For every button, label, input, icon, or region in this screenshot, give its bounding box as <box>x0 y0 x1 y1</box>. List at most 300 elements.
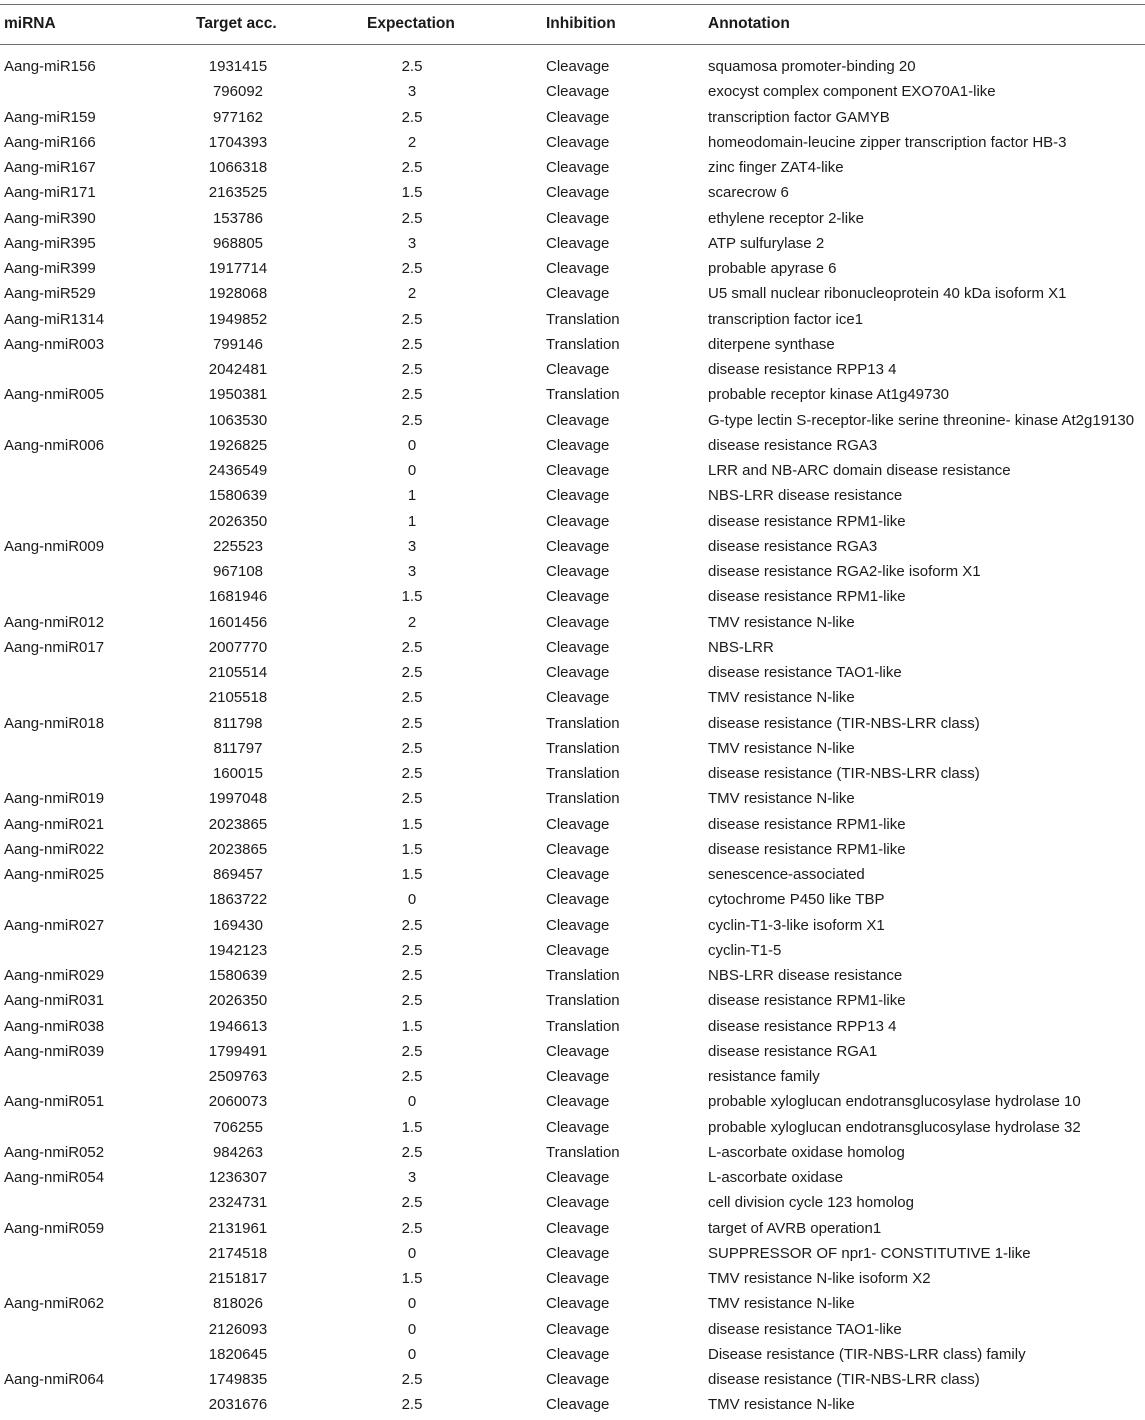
cell-inhibition: Cleavage <box>546 613 610 631</box>
cell-mirna: Aang-nmiR019 <box>4 790 105 808</box>
table-row <box>0 283 1145 308</box>
cell-inhibition: Cleavage <box>546 133 610 151</box>
table-row <box>0 107 1145 132</box>
cell-inhibition: Translation <box>546 386 620 404</box>
cell-inhibition: Cleavage <box>546 1118 610 1136</box>
cell-annotation: disease resistance (TIR-NBS-LRR class) <box>708 1371 980 1388</box>
cell-mirna: Aang-nmiR059 <box>4 1219 105 1237</box>
cell-inhibition: Cleavage <box>546 209 610 227</box>
cell-target-acc: 1949852 <box>208 310 268 328</box>
table-row <box>0 208 1145 233</box>
table-row <box>0 738 1145 763</box>
cell-target-acc: 2151817 <box>208 1270 268 1287</box>
cell-annotation: disease resistance RGA2-like isoform X1 <box>708 563 981 580</box>
cell-target-acc: 1863722 <box>208 891 268 909</box>
table-row <box>0 1369 1145 1394</box>
cell-inhibition: Translation <box>546 1017 620 1035</box>
cell-inhibition: Cleavage <box>546 840 610 858</box>
cell-expectation: 0 <box>407 462 417 479</box>
cell-annotation: TMV resistance N-like <box>708 739 855 757</box>
cell-target-acc: 2174518 <box>208 1244 268 1262</box>
cell-expectation: 1 <box>407 487 417 505</box>
table-row <box>0 258 1145 283</box>
cell-target-acc: 968805 <box>212 234 264 252</box>
cell-target-acc: 2131961 <box>208 1219 268 1237</box>
cell-target-acc: 1946613 <box>208 1017 268 1035</box>
cell-target-acc: 818026 <box>212 1295 264 1313</box>
cell-annotation: L-ascorbate oxidase <box>708 1169 844 1186</box>
cell-inhibition: Cleavage <box>546 1396 610 1414</box>
cell-target-acc: 811798 <box>213 714 263 732</box>
cell-expectation: 2.5 <box>401 1042 423 1060</box>
cell-expectation: 2.5 <box>401 739 423 757</box>
cell-expectation: 1.5 <box>401 866 423 883</box>
cell-mirna: Aang-nmiR018 <box>4 714 105 732</box>
cell-expectation: 2.5 <box>401 1068 423 1085</box>
cell-annotation: TMV resistance N-like <box>708 790 855 808</box>
cell-target-acc: 796092 <box>212 83 264 101</box>
cell-annotation: probable xyloglucan endotransglucosylase hydrolase 32 <box>708 1118 1081 1136</box>
table-body <box>0 56 1145 1420</box>
cell-mirna: Aang-nmiR051 <box>4 1093 105 1111</box>
cell-expectation: 0 <box>407 1345 417 1363</box>
cell-inhibition: Cleavage <box>546 916 610 934</box>
cell-mirna: Aang-nmiR025 <box>4 866 105 883</box>
cell-annotation: disease resistance RPP13 4 <box>708 1017 897 1035</box>
cell-inhibition: Translation <box>546 765 620 782</box>
cell-mirna: Aang-nmiR054 <box>4 1169 105 1186</box>
table-row <box>0 1268 1145 1293</box>
cell-target-acc: 2026350 <box>208 512 268 530</box>
cell-mirna: Aang-miR156 <box>4 58 96 75</box>
cell-inhibition: Cleavage <box>546 83 610 101</box>
cell-expectation: 3 <box>407 83 417 101</box>
cell-annotation: zinc finger ZAT4-like <box>708 159 844 176</box>
cell-target-acc: 2007770 <box>208 638 268 656</box>
cell-annotation: disease resistance RPM1-like <box>708 512 906 530</box>
cell-annotation: disease resistance RPM1-like <box>708 588 906 606</box>
cell-inhibition: Translation <box>546 1143 620 1161</box>
table-row <box>0 990 1145 1015</box>
cell-mirna: Aang-miR399 <box>4 260 96 277</box>
cell-inhibition: Cleavage <box>546 1270 610 1287</box>
cell-expectation: 3 <box>407 234 417 252</box>
cell-expectation: 2.5 <box>401 790 423 808</box>
table-row <box>0 586 1145 611</box>
cell-annotation: disease resistance TAO1-like <box>708 1320 902 1338</box>
table-row <box>0 915 1145 940</box>
table-row <box>0 1016 1145 1041</box>
cell-target-acc: 2023865 <box>208 815 268 833</box>
table-row <box>0 384 1145 409</box>
cell-target-acc: 1942123 <box>208 941 268 959</box>
cell-annotation: cell division cycle 123 homolog <box>708 1194 914 1212</box>
cell-expectation: 1.5 <box>401 1017 423 1035</box>
cell-annotation: probable receptor kinase At1g49730 <box>708 386 950 404</box>
cell-inhibition: Translation <box>546 992 620 1010</box>
cell-expectation: 2.5 <box>401 941 423 959</box>
cell-expectation: 2.5 <box>401 209 423 227</box>
column-header-expectation: Expectation <box>367 15 455 32</box>
table-row <box>0 182 1145 207</box>
cell-expectation: 2.5 <box>401 689 423 707</box>
cell-inhibition: Cleavage <box>546 234 610 252</box>
cell-expectation: 2.5 <box>401 411 423 429</box>
cell-expectation: 2.5 <box>401 765 423 782</box>
cell-inhibition: Cleavage <box>546 361 610 378</box>
table-row <box>0 687 1145 712</box>
cell-target-acc: 1236307 <box>208 1169 268 1186</box>
cell-inhibition: Translation <box>546 739 620 757</box>
table-row <box>0 889 1145 914</box>
cell-target-acc: 2031676 <box>208 1396 268 1414</box>
cell-annotation: disease resistance (TIR-NBS-LRR class) <box>708 765 980 782</box>
table-row <box>0 1243 1145 1268</box>
cell-inhibition: Cleavage <box>546 941 610 959</box>
cell-expectation: 0 <box>407 1244 417 1262</box>
cell-expectation: 2.5 <box>401 1396 423 1414</box>
cell-expectation: 2.5 <box>401 664 423 681</box>
cell-annotation: NBS-LRR <box>708 638 774 656</box>
table-row <box>0 410 1145 435</box>
cell-inhibition: Cleavage <box>546 1169 610 1186</box>
table-row <box>0 662 1145 687</box>
cell-inhibition: Translation <box>546 967 620 984</box>
column-header-annotation: Annotation <box>708 15 790 32</box>
cell-expectation: 0 <box>407 1320 417 1338</box>
table-top-rule <box>0 4 1145 5</box>
cell-annotation: TMV resistance N-like isoform X2 <box>708 1270 931 1287</box>
cell-mirna: Aang-nmiR027 <box>4 916 105 934</box>
cell-mirna: Aang-nmiR006 <box>4 436 105 454</box>
header-bottom-rule <box>0 44 1145 45</box>
cell-mirna: Aang-nmiR022 <box>4 840 105 858</box>
cell-annotation: disease resistance TAO1-like <box>708 664 902 681</box>
cell-expectation: 2.5 <box>401 386 423 404</box>
cell-annotation: senescence-associated <box>708 866 865 883</box>
table-row <box>0 56 1145 81</box>
cell-annotation: disease resistance RPM1-like <box>708 992 906 1010</box>
cell-inhibition: Cleavage <box>546 689 610 707</box>
cell-annotation: target of AVRB operation1 <box>708 1219 882 1237</box>
cell-target-acc: 984263 <box>212 1143 264 1161</box>
table-row <box>0 334 1145 359</box>
cell-expectation: 1.5 <box>401 184 423 202</box>
cell-inhibition: Cleavage <box>546 1042 610 1060</box>
cell-target-acc: 1580639 <box>208 967 268 984</box>
cell-inhibition: Cleavage <box>546 1345 610 1363</box>
cell-expectation: 0 <box>407 1093 417 1111</box>
cell-annotation: U5 small nuclear ribonucleoprotein 40 kDa isoform X1 <box>708 285 1067 303</box>
table-row <box>0 788 1145 813</box>
cell-annotation: probable apyrase 6 <box>708 260 837 277</box>
cell-inhibition: Cleavage <box>546 285 610 303</box>
cell-mirna: Aang-nmiR009 <box>4 537 105 555</box>
table-row <box>0 561 1145 586</box>
cell-annotation: TMV resistance N-like <box>708 613 855 631</box>
cell-annotation: Disease resistance (TIR-NBS-LRR class) family <box>708 1345 1026 1363</box>
cell-annotation: probable xyloglucan endotransglucosylase hydrolase 10 <box>708 1093 1081 1111</box>
cell-expectation: 2.5 <box>401 1143 423 1161</box>
cell-expectation: 2.5 <box>401 310 423 328</box>
cell-mirna: Aang-miR1314 <box>4 310 105 328</box>
cell-target-acc: 2436549 <box>208 462 268 479</box>
cell-annotation: disease resistance RPM1-like <box>708 840 906 858</box>
cell-expectation: 2.5 <box>401 916 423 934</box>
cell-inhibition: Cleavage <box>546 1194 610 1212</box>
cell-target-acc: 869457 <box>212 866 264 883</box>
table-row <box>0 309 1145 334</box>
cell-target-acc: 1063530 <box>208 411 268 429</box>
table-row <box>0 1091 1145 1116</box>
cell-mirna: Aang-nmiR003 <box>4 335 105 353</box>
table-row <box>0 157 1145 182</box>
cell-mirna: Aang-miR159 <box>4 108 96 126</box>
cell-mirna: Aang-miR529 <box>4 285 96 303</box>
cell-expectation: 2.5 <box>401 714 423 732</box>
cell-target-acc: 2105514 <box>208 664 268 681</box>
cell-mirna: Aang-miR395 <box>4 234 96 252</box>
table-row <box>0 1142 1145 1167</box>
cell-inhibition: Cleavage <box>546 1371 610 1388</box>
cell-expectation: 2 <box>407 133 417 151</box>
cell-inhibition: Cleavage <box>546 411 610 429</box>
cell-mirna: Aang-nmiR029 <box>4 967 105 984</box>
cell-inhibition: Cleavage <box>546 108 610 126</box>
cell-target-acc: 1928068 <box>208 285 268 303</box>
cell-expectation: 2.5 <box>401 260 423 277</box>
cell-annotation: disease resistance RGA3 <box>708 537 878 555</box>
cell-expectation: 2.5 <box>401 1371 423 1388</box>
cell-expectation: 2.5 <box>401 1194 423 1212</box>
cell-inhibition: Cleavage <box>546 537 610 555</box>
cell-annotation: squamosa promoter-binding 20 <box>708 58 916 75</box>
cell-expectation: 1.5 <box>401 1270 423 1287</box>
cell-expectation: 3 <box>407 563 417 580</box>
table-row <box>0 1344 1145 1369</box>
cell-target-acc: 1997048 <box>208 790 268 808</box>
cell-mirna: Aang-nmiR005 <box>4 386 105 404</box>
cell-expectation: 2.5 <box>401 638 423 656</box>
cell-annotation: disease resistance RGA1 <box>708 1042 878 1060</box>
cell-annotation: disease resistance RPM1-like <box>708 815 906 833</box>
cell-inhibition: Cleavage <box>546 815 610 833</box>
cell-annotation: scarecrow 6 <box>708 184 789 202</box>
cell-annotation: ethylene receptor 2-like <box>708 209 864 227</box>
cell-target-acc: 967108 <box>212 563 264 580</box>
cell-expectation: 2.5 <box>401 58 423 75</box>
cell-mirna: Aang-miR390 <box>4 209 96 227</box>
table-row <box>0 132 1145 157</box>
table-row <box>0 763 1145 788</box>
cell-expectation: 1.5 <box>401 840 423 858</box>
cell-expectation: 1.5 <box>401 815 423 833</box>
column-header-target-acc: Target acc. <box>196 15 277 32</box>
cell-annotation: SUPPRESSOR OF npr1- CONSTITUTIVE 1-like <box>708 1244 1031 1262</box>
cell-target-acc: 153786 <box>212 209 264 227</box>
cell-expectation: 0 <box>407 436 417 454</box>
cell-target-acc: 2324731 <box>208 1194 268 1212</box>
cell-inhibition: Cleavage <box>546 512 610 530</box>
table-row <box>0 1167 1145 1192</box>
cell-inhibition: Cleavage <box>546 866 610 883</box>
cell-annotation: diterpene synthase <box>708 335 835 353</box>
cell-target-acc: 2060073 <box>208 1093 268 1111</box>
cell-expectation: 1 <box>407 512 417 530</box>
cell-annotation: homeodomain-leucine zipper transcription factor HB-3 <box>708 133 1067 151</box>
cell-target-acc: 1950381 <box>208 386 268 404</box>
table-row <box>0 233 1145 258</box>
cell-annotation: ATP sulfurylase 2 <box>708 234 825 252</box>
cell-inhibition: Cleavage <box>546 1320 610 1338</box>
cell-mirna: Aang-nmiR012 <box>4 613 105 631</box>
cell-target-acc: 1580639 <box>208 487 268 505</box>
cell-annotation: exocyst complex component EXO70A1-like <box>708 83 996 101</box>
cell-inhibition: Translation <box>546 790 620 808</box>
table-row <box>0 536 1145 561</box>
cell-inhibition: Cleavage <box>546 260 610 277</box>
table-row <box>0 1066 1145 1091</box>
cell-inhibition: Cleavage <box>546 1093 610 1111</box>
cell-inhibition: Cleavage <box>546 891 610 909</box>
cell-inhibition: Cleavage <box>546 1295 610 1313</box>
table-row <box>0 359 1145 384</box>
cell-annotation: TMV resistance N-like <box>708 1396 855 1414</box>
table-row <box>0 713 1145 738</box>
cell-target-acc: 160015 <box>212 765 264 782</box>
cell-target-acc: 811797 <box>213 739 263 757</box>
table-row <box>0 814 1145 839</box>
cell-inhibition: Cleavage <box>546 1244 610 1262</box>
cell-expectation: 2.5 <box>401 992 423 1010</box>
cell-target-acc: 2023865 <box>208 840 268 858</box>
column-header-mirna: miRNA <box>4 15 56 32</box>
cell-annotation: transcription factor GAMYB <box>708 108 890 126</box>
cell-inhibition: Cleavage <box>546 1068 610 1085</box>
table-row <box>0 1394 1145 1419</box>
cell-target-acc: 2042481 <box>208 361 268 378</box>
cell-mirna: Aang-miR167 <box>4 159 96 176</box>
cell-mirna: Aang-nmiR039 <box>4 1042 105 1060</box>
cell-annotation: NBS-LRR disease resistance <box>708 967 903 984</box>
cell-mirna: Aang-miR166 <box>4 133 96 151</box>
cell-target-acc: 706255 <box>212 1118 264 1136</box>
cell-expectation: 2.5 <box>401 108 423 126</box>
cell-target-acc: 1601456 <box>208 613 268 631</box>
table-row <box>0 435 1145 460</box>
cell-mirna: Aang-nmiR031 <box>4 992 105 1010</box>
table-row <box>0 511 1145 536</box>
cell-mirna: Aang-nmiR021 <box>4 815 105 833</box>
cell-mirna: Aang-nmiR017 <box>4 638 105 656</box>
cell-target-acc: 2509763 <box>208 1068 268 1085</box>
cell-annotation: NBS-LRR disease resistance <box>708 487 903 505</box>
cell-expectation: 1.5 <box>401 1118 423 1136</box>
table-row <box>0 612 1145 637</box>
cell-mirna: Aang-nmiR062 <box>4 1295 105 1313</box>
cell-expectation: 2 <box>407 613 417 631</box>
cell-expectation: 3 <box>407 537 417 555</box>
cell-expectation: 2.5 <box>401 361 423 378</box>
cell-inhibition: Cleavage <box>546 638 610 656</box>
cell-inhibition: Cleavage <box>546 462 610 479</box>
cell-inhibition: Translation <box>546 714 620 732</box>
cell-inhibition: Translation <box>546 310 620 328</box>
cell-expectation: 2.5 <box>401 159 423 176</box>
cell-inhibition: Translation <box>546 335 620 353</box>
cell-target-acc: 1917714 <box>208 260 268 277</box>
column-header-inhibition: Inhibition <box>546 15 616 32</box>
cell-expectation: 2 <box>407 285 417 303</box>
cell-inhibition: Cleavage <box>546 1219 610 1237</box>
cell-expectation: 1.5 <box>401 588 423 606</box>
cell-inhibition: Cleavage <box>546 436 610 454</box>
cell-target-acc: 1926825 <box>208 436 268 454</box>
cell-mirna: Aang-nmiR038 <box>4 1017 105 1035</box>
cell-target-acc: 2126093 <box>208 1320 268 1338</box>
cell-annotation: disease resistance RPP13 4 <box>708 361 897 378</box>
cell-target-acc: 1820645 <box>208 1345 268 1363</box>
cell-inhibition: Cleavage <box>546 487 610 505</box>
cell-expectation: 2.5 <box>401 335 423 353</box>
cell-target-acc: 1066318 <box>208 159 268 176</box>
cell-annotation: resistance family <box>708 1068 820 1085</box>
cell-mirna: Aang-nmiR064 <box>4 1371 105 1388</box>
cell-annotation: cyclin-T1-5 <box>708 941 782 959</box>
table-row <box>0 940 1145 965</box>
table-row <box>0 485 1145 510</box>
table-header-row <box>0 13 1145 35</box>
cell-target-acc: 977162 <box>212 108 264 126</box>
cell-expectation: 2.5 <box>401 1219 423 1237</box>
cell-annotation: disease resistance (TIR-NBS-LRR class) <box>708 714 980 732</box>
table-row <box>0 81 1145 106</box>
cell-mirna: Aang-nmiR052 <box>4 1143 105 1161</box>
cell-inhibition: Cleavage <box>546 184 610 202</box>
table-row <box>0 460 1145 485</box>
cell-inhibition: Cleavage <box>546 664 610 681</box>
table-row <box>0 1218 1145 1243</box>
cell-target-acc: 2105518 <box>208 689 268 707</box>
cell-target-acc: 2163525 <box>208 184 268 202</box>
table-row <box>0 1041 1145 1066</box>
cell-mirna: Aang-miR171 <box>4 184 96 202</box>
table-row <box>0 839 1145 864</box>
cell-annotation: TMV resistance N-like <box>708 689 855 707</box>
cell-expectation: 0 <box>407 891 417 909</box>
cell-expectation: 3 <box>407 1169 417 1186</box>
table-row <box>0 1293 1145 1318</box>
table-row <box>0 1117 1145 1142</box>
table-row <box>0 1192 1145 1217</box>
cell-target-acc: 225523 <box>212 537 264 555</box>
cell-annotation: L-ascorbate oxidase homolog <box>708 1143 905 1161</box>
table-row <box>0 1319 1145 1344</box>
table-row <box>0 965 1145 990</box>
cell-target-acc: 2026350 <box>208 992 268 1010</box>
cell-annotation: G-type lectin S-receptor-like serine threonine- kinase At2g19130 <box>708 411 1135 429</box>
cell-annotation: TMV resistance N-like <box>708 1295 855 1313</box>
cell-inhibition: Cleavage <box>546 159 610 176</box>
table-row <box>0 864 1145 889</box>
cell-inhibition: Cleavage <box>546 588 610 606</box>
cell-target-acc: 1799491 <box>208 1042 268 1060</box>
cell-target-acc: 169430 <box>212 916 264 934</box>
cell-annotation: cytochrome P450 like TBP <box>708 891 885 909</box>
cell-expectation: 2.5 <box>401 967 423 984</box>
cell-target-acc: 1749835 <box>208 1371 268 1388</box>
cell-annotation: cyclin-T1-3-like isoform X1 <box>708 916 885 934</box>
